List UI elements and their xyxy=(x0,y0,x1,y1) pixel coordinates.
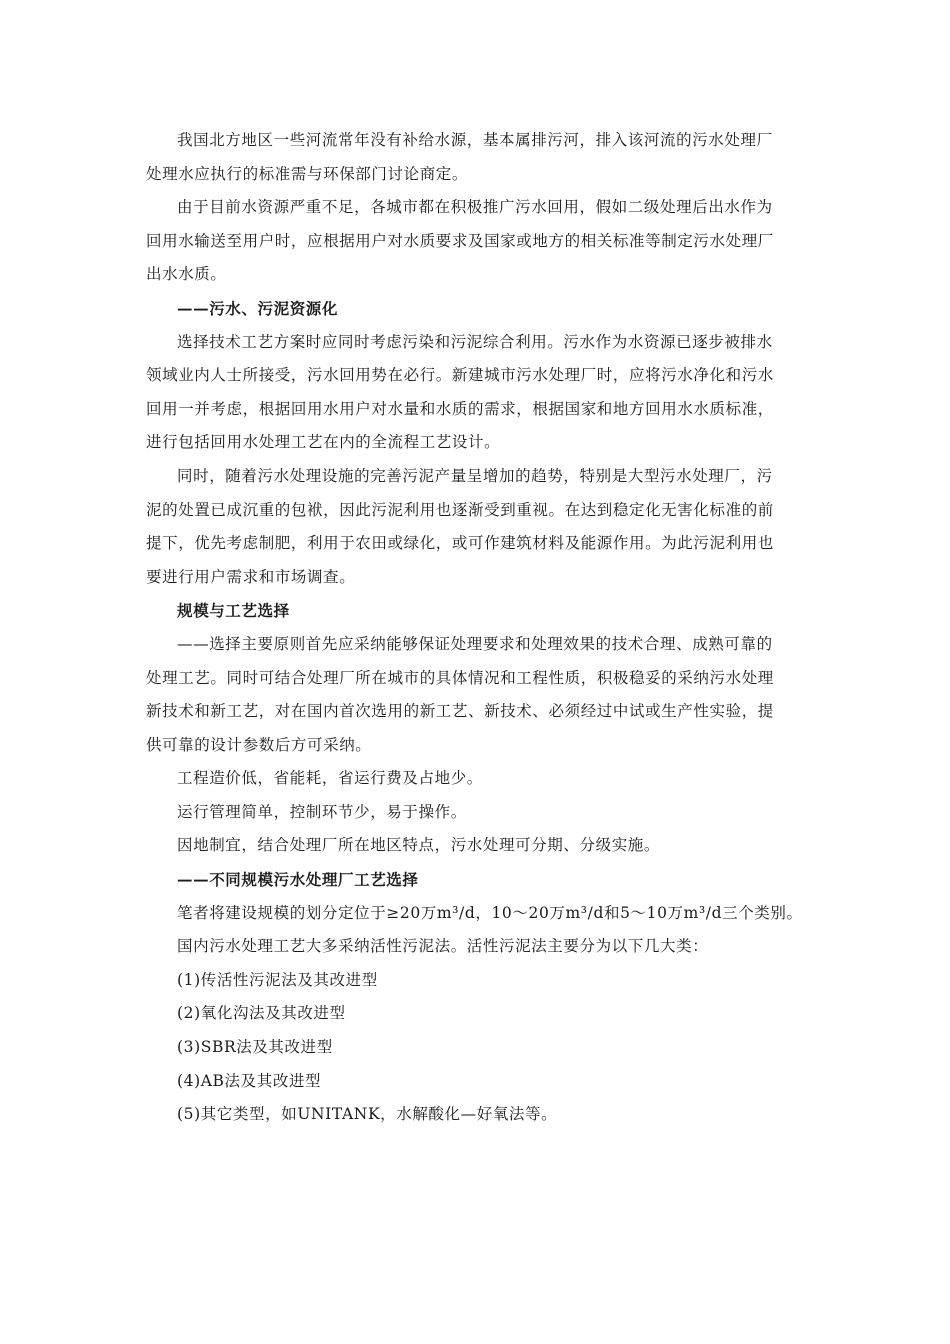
text-line: (1)传活性污泥法及其改进型 xyxy=(177,970,378,989)
text-line: 泥的处置已成沉重的包袱，因此污泥利用也逐渐受到重视。在达到稳定化无害化标准的前 xyxy=(146,500,774,519)
text-line: 供可靠的设计参数后方可采纳。 xyxy=(146,735,372,754)
text-line: ——选择主要原则首先应采纳能够保证处理要求和处理效果的技术合理、成熟可靠的 xyxy=(177,634,773,653)
section-heading: 规模与工艺选择 xyxy=(177,601,290,621)
text-line: 要进行用户需求和市场调查。 xyxy=(146,567,356,586)
text-line: 笔者将建设规模的划分定位于≥20万m³/d，10～20万m³/d和5～10万m³/d三个类别。 xyxy=(177,903,803,922)
text-line: (2)氧化沟法及其改进型 xyxy=(177,1004,346,1023)
text-line: 工程造价低，省能耗，省运行费及占地少。 xyxy=(177,769,483,788)
text-line: 回用一并考虑，根据回用水用户对水量和水质的需求，根据国家和地方回用水水质标准， xyxy=(146,399,774,418)
document-body xyxy=(146,124,806,1132)
text-line: 选择技术工艺方案时应同时考虑污染和污泥综合利用。污水作为水资源已逐步被排水 xyxy=(177,332,773,351)
text-line: (4)AB法及其改进型 xyxy=(177,1071,322,1090)
text-line: 由于目前水资源严重不足，各城市都在积极推广污水回用，假如二级处理后出水作为 xyxy=(177,198,773,217)
text-line: 提下，优先考虑制肥，利用于农田或绿化，或可作建筑材料及能源作用。为此污泥利用也 xyxy=(146,534,774,553)
text-line: 因地制宜，结合处理厂所在地区特点，污水处理可分期、分级实施。 xyxy=(177,836,661,855)
section-heading: ——污水、污泥资源化 xyxy=(177,298,339,318)
section-heading: ——不同规模污水处理厂工艺选择 xyxy=(177,870,419,890)
text-line: (3)SBR法及其改进型 xyxy=(177,1038,333,1057)
text-line: 回用水输送至用户时，应根据用户对水质要求及国家或地方的相关标准等制定污水处理厂 xyxy=(146,231,774,250)
text-line: 处理工艺。同时可结合处理厂所在城市的具体情况和工程性质，积极稳妥的采纳污水处理 xyxy=(146,668,774,687)
text-line: 出水水质。 xyxy=(146,265,227,284)
text-line: 我国北方地区一些河流常年没有补给水源，基本属排污河，排入该河流的污水处理厂 xyxy=(177,131,773,149)
text-line: 国内污水处理工艺大多采纳活性污泥法。活性污泥法主要分为以下几大类： xyxy=(177,937,709,956)
text-line: 领域业内人士所接受，污水回用势在必行。新建城市污水处理厂时，应将污水净化和污水 xyxy=(146,366,774,385)
text-line: 处理水应执行的标准需与环保部门讨论商定。 xyxy=(146,164,469,183)
text-line: 同时，随着污水处理设施的完善污泥产量呈增加的趋势，特别是大型污水处理厂，污 xyxy=(177,466,773,485)
text-line: 新技术和新工艺，对在国内首次选用的新工艺、新技术、必须经过中试或生产性实验，提 xyxy=(146,702,774,721)
text-line: (5)其它类型，如UNITANK，水解酸化—好氧法等。 xyxy=(177,1105,558,1124)
text-line: 进行包括回用水处理工艺在内的全流程工艺设计。 xyxy=(146,433,501,452)
text-line: 运行管理简单，控制环节少，易于操作。 xyxy=(177,802,467,821)
